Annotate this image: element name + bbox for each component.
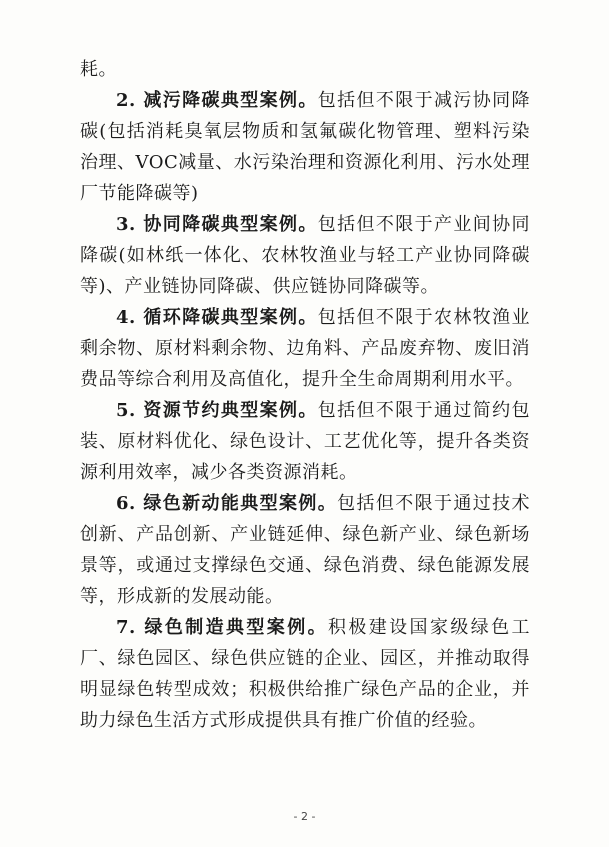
case-heading: 7. 绿色制造典型案例。	[116, 617, 328, 638]
case-item-2	[80, 85, 530, 209]
case-heading: 6. 绿色新动能典型案例。	[116, 493, 338, 514]
page-number: - 2 -	[293, 810, 316, 823]
case-item-7	[80, 612, 530, 736]
case-item-5	[80, 395, 530, 488]
case-body: 包括但不限于通过简约包装、原材料优化、绿色设计、工艺优化等，提升各类资源利用效率，减少各类资源消耗。	[80, 400, 530, 483]
case-item-4	[80, 302, 530, 395]
document-body	[80, 54, 530, 736]
continuation-text: 耗。	[80, 59, 117, 80]
case-body: 包括但不限于农林牧渔业剩余物、原材料剩余物、边角料、产品废弃物、废旧消费品等综合利用及高值化，提升全生命周期利用水平。	[80, 307, 530, 390]
case-body: 包括但不限于减污协同降碳(包括消耗臭氧层物质和氢氟碳化物管理、塑料污染治理、VOC减量、水污染治理和资源化利用、污水处理厂节能降碳等)	[80, 90, 530, 204]
case-heading: 3. 协同降碳典型案例。	[116, 214, 318, 235]
case-heading: 2. 减污降碳典型案例。	[116, 90, 318, 111]
case-body: 包括但不限于产业间协同降碳(如林纸一体化、农林牧渔业与轻工产业协同降碳等)、产业链协同降碳、供应链协同降碳等。	[80, 214, 530, 297]
case-heading: 4. 循环降碳典型案例。	[116, 307, 318, 328]
case-item-6	[80, 488, 530, 612]
case-body: 积极建设国家级绿色工厂、绿色园区、绿色供应链的企业、园区，并推动取得明显绿色转型成效；积极供给推广绿色产品的企业，并助力绿色生活方式形成提供具有推广价值的经验。	[80, 617, 531, 731]
case-heading: 5. 资源节约典型案例。	[116, 400, 318, 421]
continuation-paragraph	[80, 54, 530, 85]
case-body: 包括但不限于通过技术创新、产品创新、产业链延伸、绿色新产业、绿色新场景等，或通过支撑绿色交通、绿色消费、绿色能源发展等，形成新的发展动能。	[80, 493, 531, 607]
case-item-3	[80, 209, 530, 302]
